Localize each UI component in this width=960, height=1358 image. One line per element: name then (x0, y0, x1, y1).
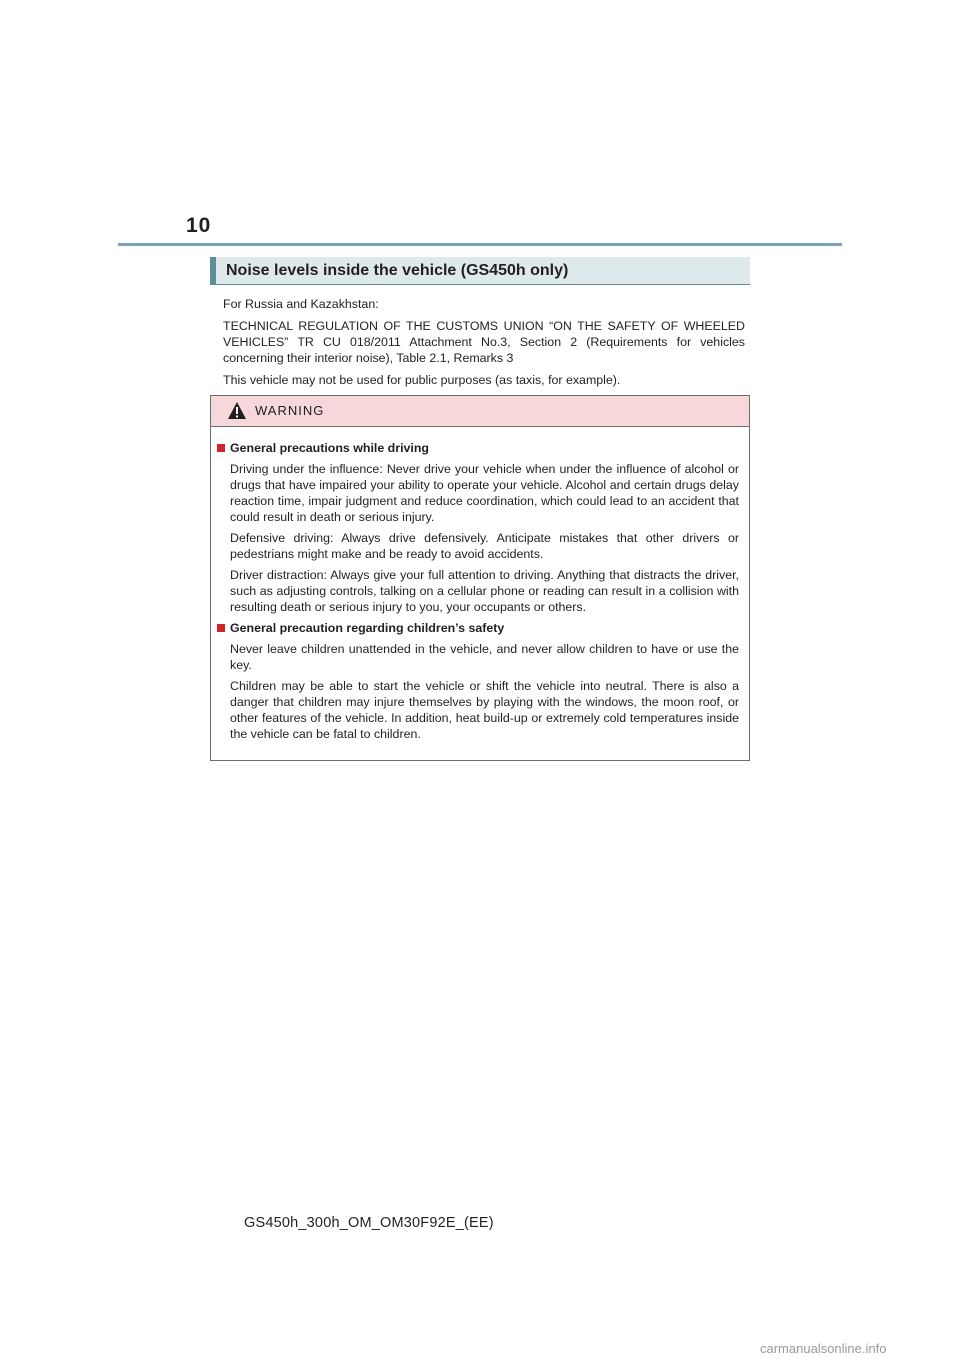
warning-box (210, 395, 750, 761)
warning-paragraph: Children may be able to start the vehicle or shift the vehicle into neutral. There is also a danger that children may injure themselves by playing with the windows, the moon roof, or other features of the vehicle. In addition, heat build-up or extremely cold temperatures inside the vehicle can be fatal to children. (230, 679, 739, 741)
body-text (223, 296, 745, 394)
warning-item-heading-2 (217, 620, 739, 636)
page-number: 10 (186, 214, 212, 237)
warning-title: WARNING (255, 403, 325, 418)
top-rule (118, 243, 842, 246)
square-bullet-icon (217, 624, 225, 632)
watermark: carmanualsonline.info (760, 1341, 887, 1356)
warning-paragraph: Defensive driving: Always drive defensively. Anticipate mistakes that other drivers or pedestrians might make and be ready to avoid accidents. (230, 531, 739, 561)
square-bullet-icon (217, 444, 225, 452)
warning-item-heading-label: General precautions while driving (230, 441, 429, 455)
warning-paragraph: Driving under the influence: Never drive your vehicle when under the influence of alcohol or drugs that have impaired your ability to operate your vehicle. Alcohol and certain drugs delay reaction time, impair judgment and reduce coordination, which could lead to an accident that could result in death or serious injury. (230, 462, 739, 524)
warning-triangle-icon (227, 401, 247, 420)
warning-item-heading-1 (217, 440, 739, 456)
body-paragraph-1: For Russia and Kazakhstan: (223, 297, 379, 311)
section-heading: Noise levels inside the vehicle (GS450h only) (210, 257, 750, 285)
footer-code: GS450h_300h_OM_OM30F92E_(EE) (244, 1215, 494, 1231)
warning-header (211, 396, 749, 427)
warning-paragraph: Driver distraction: Always give your full attention to driving. Anything that distracts the driver, such as adjusting controls, talking on a cellular phone or reading can result in a collision with resulting death or serious injury to you, your occupants or others. (230, 568, 739, 614)
body-paragraph-3: This vehicle may not be used for public purposes (as taxis, for example). (223, 373, 621, 387)
warning-item-heading-label: General precaution regarding children’s safety (230, 621, 505, 635)
warning-paragraph: Never leave children unattended in the vehicle, and never allow children to have or use the key. (230, 642, 739, 672)
warning-content (211, 427, 749, 742)
body-paragraph-2: TECHNICAL REGULATION OF THE CUSTOMS UNION “ON THE SAFETY OF WHEELED VEHICLES” TR CU 018/2011 Attachment No.3, Section 2 (Requirements for vehicles concerning their interior noise), Table 2.1, Remarks 3 (223, 319, 745, 365)
